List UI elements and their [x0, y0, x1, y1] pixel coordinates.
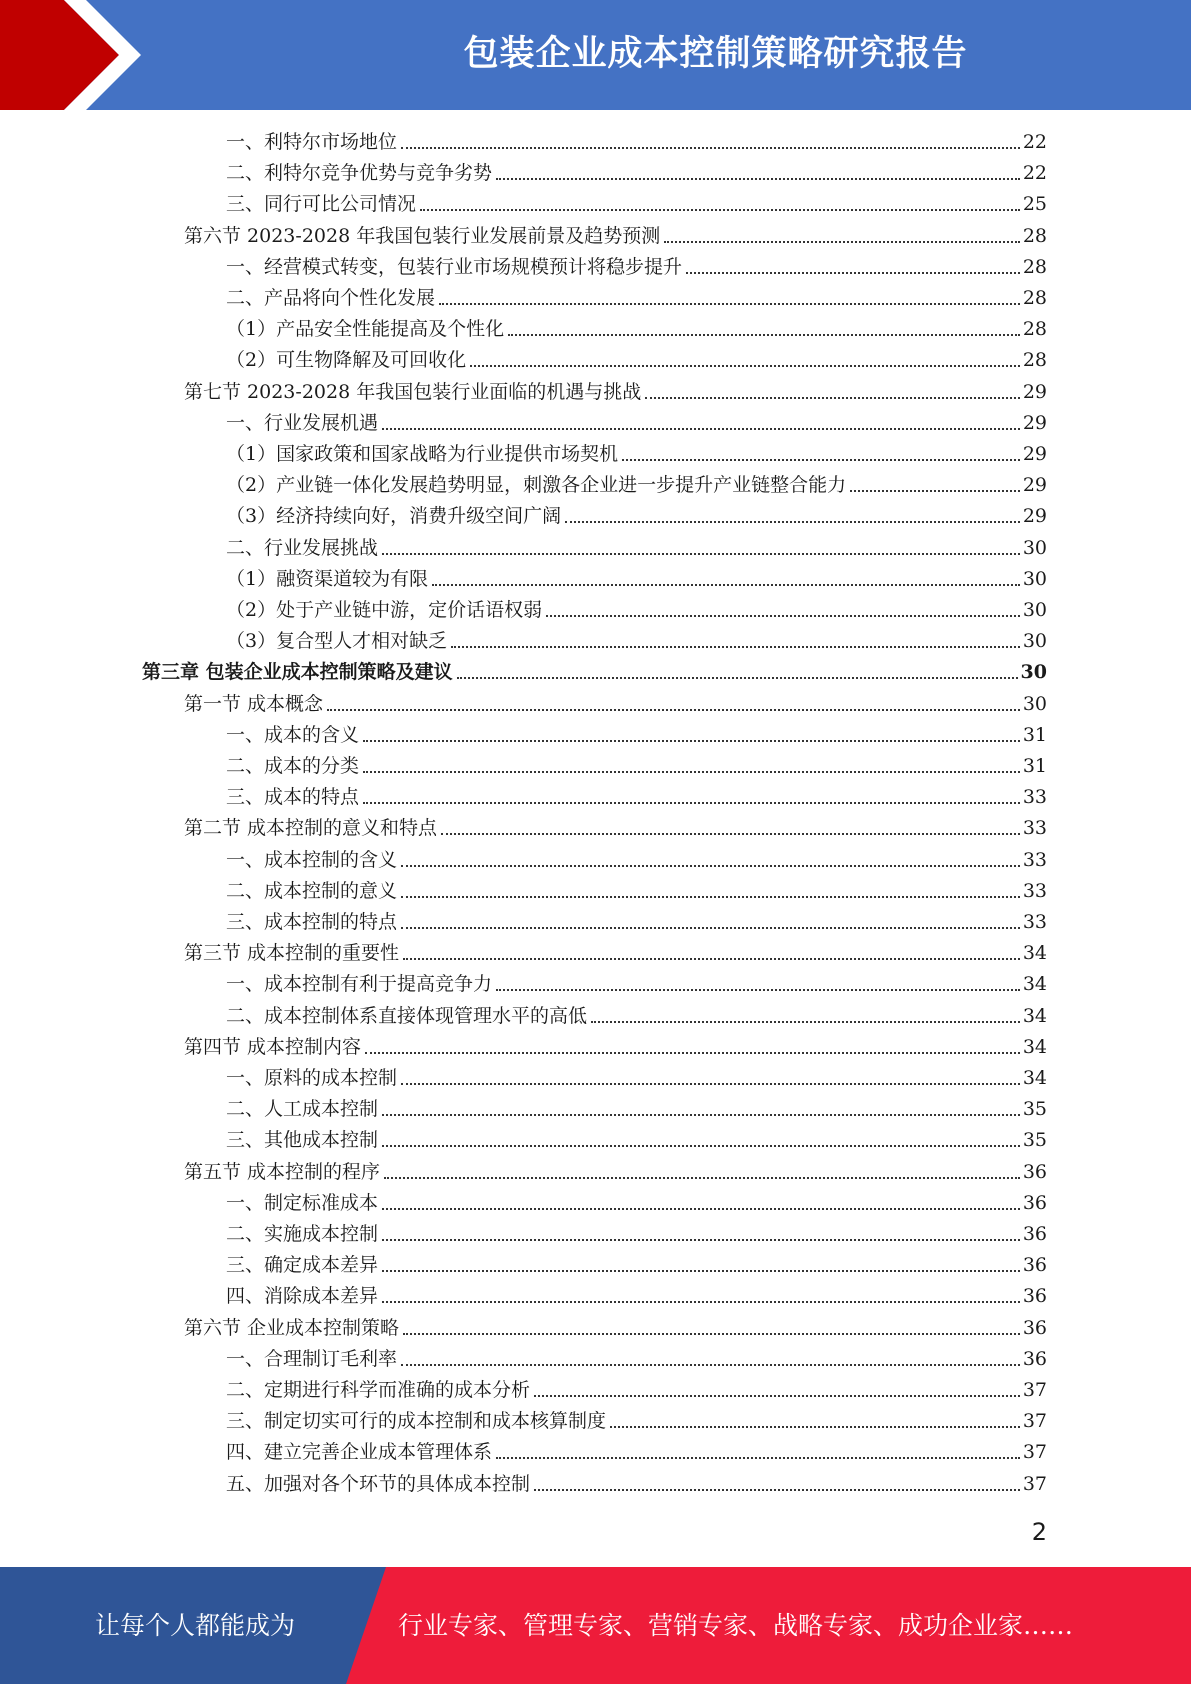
- toc-entry-page: 31: [1022, 755, 1047, 777]
- toc-entry-title: 三、同行可比公司情况: [226, 193, 417, 216]
- toc-entry-title: 第七节 2023-2028 年我国包装行业面临的机遇与挑战: [184, 380, 642, 403]
- toc-entry-page: 28: [1022, 224, 1047, 247]
- toc-entry[interactable]: [226, 1001, 1047, 1031]
- toc-dot-leader: [382, 428, 1020, 430]
- toc-entry-page: 30: [1022, 536, 1047, 559]
- toc-entry[interactable]: [184, 938, 1047, 968]
- toc-entry-title: 三、成本的特点: [226, 786, 360, 809]
- toc-entry-title: 一、成本控制有利于提高竞争力: [226, 973, 493, 996]
- toc-entry-page: 33: [1022, 817, 1047, 840]
- toc-dot-leader: [382, 1114, 1020, 1116]
- report-header: [0, 0, 1191, 110]
- toc-entry-title: 一、经营模式转变，包装行业市场规模预计将稳步提升: [226, 255, 683, 278]
- toc-dot-leader: [534, 1395, 1020, 1397]
- toc-entry-page: 28: [1022, 255, 1047, 278]
- toc-entry-title: （1）国家政策和国家战略为行业提供市场契机: [226, 443, 619, 465]
- toc-entry-title: 第三节 成本控制的重要性: [184, 942, 400, 965]
- toc-dot-leader: [664, 241, 1020, 243]
- toc-entry[interactable]: [184, 221, 1047, 251]
- toc-dot-leader: [403, 1333, 1020, 1335]
- toc-entry[interactable]: [184, 1313, 1047, 1343]
- toc-entry-title: （1）产品安全性能提高及个性化: [226, 318, 505, 341]
- toc-entry-title: （1）融资渠道较为有限: [226, 567, 429, 590]
- toc-entry[interactable]: [226, 408, 1047, 438]
- toc-entry[interactable]: [226, 782, 1047, 812]
- toc-entry[interactable]: [226, 907, 1047, 937]
- toc-entry[interactable]: [226, 1063, 1047, 1093]
- toc-entry-page: 31: [1022, 723, 1047, 746]
- toc-entry-page: 33: [1022, 879, 1047, 902]
- toc-dot-leader: [457, 677, 1018, 679]
- toc-entry-page: 36: [1022, 1254, 1047, 1277]
- toc-entry-title: 第二节 成本控制的意义和特点: [184, 817, 438, 840]
- toc-dot-leader: [382, 1208, 1020, 1210]
- toc-entry-page: 34: [1022, 973, 1047, 996]
- toc-entry-title: 第六节 2023-2028 年我国包装行业发展前景及趋势预测: [184, 224, 661, 247]
- toc-entry-title: 一、行业发展机遇: [226, 411, 379, 434]
- toc-entry-page: 33: [1022, 786, 1047, 809]
- toc-dot-leader: [439, 303, 1020, 305]
- toc-entry-title: 二、成本的分类: [226, 755, 360, 777]
- toc-dot-leader: [401, 1083, 1020, 1085]
- toc-dot-leader: [382, 1145, 1020, 1147]
- toc-dot-leader: [565, 521, 1020, 523]
- toc-entry-page: 34: [1022, 1035, 1047, 1058]
- toc-entry-page: 33: [1022, 848, 1047, 871]
- toc-entry-page: 30: [1022, 630, 1047, 653]
- toc-entry[interactable]: [184, 813, 1047, 843]
- toc-dot-leader: [327, 709, 1020, 711]
- toc-entry-page: 22: [1022, 131, 1047, 153]
- toc-dot-leader: [401, 896, 1020, 898]
- toc-entry-page: 29: [1022, 411, 1047, 434]
- toc-entry-page: 36: [1022, 1191, 1047, 1214]
- toc-dot-leader: [850, 490, 1020, 492]
- toc-dot-leader: [363, 740, 1020, 742]
- toc-entry[interactable]: [226, 439, 1047, 469]
- toc-entry-title: 一、利特尔市场地位: [226, 131, 398, 153]
- toc-entry[interactable]: [226, 1375, 1047, 1405]
- toc-entry-title: 三、确定成本差异: [226, 1254, 379, 1277]
- toc-dot-leader: [382, 1239, 1020, 1241]
- toc-dot-leader: [401, 1364, 1020, 1366]
- toc-entry[interactable]: [226, 314, 1047, 344]
- toc-dot-leader: [496, 989, 1020, 991]
- toc-dot-leader: [363, 771, 1020, 773]
- toc-dot-leader: [441, 833, 1020, 835]
- toc-entry[interactable]: [226, 533, 1047, 563]
- toc-entry[interactable]: [184, 1032, 1047, 1062]
- toc-entry[interactable]: [226, 751, 1047, 781]
- toc-dot-leader: [401, 147, 1020, 149]
- toc-entry-page: 30: [1022, 599, 1047, 621]
- toc-entry-title: （2）可生物降解及可回收化: [226, 349, 467, 372]
- toc-dot-leader: [432, 584, 1020, 586]
- toc-entry[interactable]: [226, 158, 1047, 188]
- toc-entry-title: 第三章 包装企业成本控制策略及建议: [142, 661, 453, 684]
- toc-entry-title: 二、成本控制体系直接体现管理水平的高低: [226, 1004, 588, 1027]
- toc-entry-page: 30: [1020, 661, 1047, 684]
- toc-entry-page: 25: [1022, 193, 1047, 216]
- report-title: 包装企业成本控制策略研究报告: [463, 34, 968, 74]
- toc-entry-title: 二、定期进行科学而准确的成本分析: [226, 1379, 531, 1401]
- toc-entry-title: 三、其他成本控制: [226, 1129, 379, 1152]
- toc-entry[interactable]: [184, 1157, 1047, 1187]
- toc-entry[interactable]: [226, 470, 1047, 500]
- toc-entry-title: 二、实施成本控制: [226, 1223, 379, 1245]
- toc-entry[interactable]: [226, 1250, 1047, 1280]
- toc-entry-page: 30: [1022, 567, 1047, 590]
- toc-entry-page: 36: [1022, 1347, 1047, 1370]
- toc-entry-page: 36: [1022, 1223, 1047, 1245]
- toc-entry-page: 35: [1022, 1129, 1047, 1152]
- toc-entry-page: 36: [1022, 1160, 1047, 1183]
- toc-entry-page: 29: [1022, 474, 1047, 497]
- toc-entry-page: 29: [1022, 380, 1047, 403]
- toc-entry-title: 一、成本控制的含义: [226, 848, 398, 871]
- toc-entry[interactable]: [184, 377, 1047, 407]
- toc-entry-page: 34: [1022, 1004, 1047, 1027]
- toc-entry-page: 29: [1022, 505, 1047, 528]
- toc-entry-title: 五、加强对各个环节的具体成本控制: [226, 1472, 531, 1495]
- toc-entry-page: 28: [1022, 287, 1047, 309]
- toc-entry-title: 二、人工成本控制: [226, 1098, 379, 1121]
- toc-entry[interactable]: [226, 564, 1047, 594]
- toc-entry[interactable]: [226, 720, 1047, 750]
- toc-entry-title: 三、成本控制的特点: [226, 911, 398, 933]
- toc-dot-leader: [420, 209, 1020, 211]
- toc-entry-page: 36: [1022, 1285, 1047, 1308]
- toc-entry-title: 二、利特尔竞争优势与竞争劣势: [226, 162, 493, 185]
- toc-dot-leader: [622, 459, 1020, 461]
- toc-entry[interactable]: [226, 283, 1047, 313]
- toc-entry[interactable]: [226, 1406, 1047, 1436]
- toc-dot-leader: [382, 553, 1020, 555]
- toc-entry-title: 四、消除成本差异: [226, 1285, 379, 1308]
- toc-entry-page: 33: [1022, 911, 1047, 933]
- toc-dot-leader: [591, 1021, 1020, 1023]
- toc-entry[interactable]: [226, 969, 1047, 999]
- toc-dot-leader: [384, 1177, 1020, 1179]
- toc-entry-title: 一、制定标准成本: [226, 1191, 379, 1214]
- toc-entry-title: 一、合理制订毛利率: [226, 1347, 398, 1370]
- toc-entry-page: 35: [1022, 1098, 1047, 1121]
- toc-entry-page: 28: [1022, 318, 1047, 341]
- toc-entry[interactable]: [226, 626, 1047, 656]
- toc-entry-title: 二、产品将向个性化发展: [226, 287, 436, 309]
- toc-entry-title: 二、行业发展挑战: [226, 536, 379, 559]
- toc-entry[interactable]: [226, 1469, 1047, 1499]
- toc-entry-title: 第五节 成本控制的程序: [184, 1160, 381, 1183]
- toc-entry-page: 34: [1022, 942, 1047, 965]
- toc-dot-leader: [365, 1052, 1020, 1054]
- toc-entry[interactable]: [226, 845, 1047, 875]
- toc-dot-leader: [363, 802, 1020, 804]
- toc-entry-title: 第六节 企业成本控制策略: [184, 1316, 400, 1339]
- toc-entry[interactable]: [226, 1344, 1047, 1374]
- toc-entry-title: 二、成本控制的意义: [226, 879, 398, 902]
- toc-entry-page: 37: [1022, 1410, 1047, 1433]
- toc-entry[interactable]: [226, 1219, 1047, 1249]
- toc-entry-page: 30: [1022, 692, 1047, 715]
- toc-entry[interactable]: [226, 252, 1047, 282]
- toc-dot-leader: [451, 646, 1020, 648]
- toc-entry-title: 第一节 成本概念: [184, 692, 324, 715]
- toc-entry[interactable]: [226, 189, 1047, 219]
- footer-slogan-left: 让每个人都能成为: [94, 1611, 295, 1640]
- toc-entry[interactable]: [184, 689, 1047, 719]
- toc-entry-title: 三、制定切实可行的成本控制和成本核算制度: [226, 1410, 607, 1433]
- toc-entry[interactable]: [226, 1094, 1047, 1124]
- toc-entry-page: 37: [1022, 1472, 1047, 1495]
- toc-entry[interactable]: [226, 1437, 1047, 1467]
- toc-entry-page: 28: [1022, 349, 1047, 372]
- page-number: 2: [1031, 1518, 1047, 1546]
- chevron-arrow-icon: [0, 0, 160, 110]
- toc-entry[interactable]: [226, 1188, 1047, 1218]
- toc-entry[interactable]: [226, 595, 1047, 625]
- toc-dot-leader: [470, 365, 1020, 367]
- toc-dot-leader: [401, 927, 1020, 929]
- toc-entry-page: 37: [1022, 1441, 1047, 1464]
- toc-entry-title: 一、成本的含义: [226, 723, 360, 746]
- toc-entry-title: 一、原料的成本控制: [226, 1067, 398, 1089]
- toc-dot-leader: [382, 1301, 1020, 1303]
- toc-dot-leader: [508, 334, 1020, 336]
- toc-entry[interactable]: [142, 657, 1047, 687]
- toc-dot-leader: [610, 1426, 1020, 1428]
- toc-entry-title: 第四节 成本控制内容: [184, 1035, 362, 1058]
- toc-entry[interactable]: [226, 501, 1047, 531]
- toc-entry[interactable]: [226, 1125, 1047, 1155]
- toc-dot-leader: [534, 1489, 1020, 1491]
- toc-dot-leader: [382, 1270, 1020, 1272]
- toc-dot-leader: [401, 865, 1020, 867]
- toc-dot-leader: [403, 958, 1020, 960]
- toc-dot-leader: [686, 272, 1020, 274]
- toc-entry-page: 37: [1022, 1379, 1047, 1401]
- toc-entry-title: 四、建立完善企业成本管理体系: [226, 1441, 493, 1464]
- toc-entry-title: （2）产业链一体化发展趋势明显，刺激各企业进一步提升产业链整合能力: [226, 474, 847, 497]
- toc-entry-page: 36: [1022, 1316, 1047, 1339]
- toc-entry-title: （2）处于产业链中游，定价话语权弱: [226, 599, 543, 621]
- toc-entry-title: （3）经济持续向好，消费升级空间广阔: [226, 505, 562, 528]
- toc-entry[interactable]: [226, 1281, 1047, 1311]
- footer-slogan-right: 行业专家、管理专家、营销专家、战略专家、成功企业家……: [398, 1611, 1074, 1640]
- toc-entry-page: 22: [1022, 162, 1047, 185]
- toc-entry-title: （3）复合型人才相对缺乏: [226, 630, 448, 653]
- toc-entry[interactable]: [226, 345, 1047, 375]
- toc-dot-leader: [546, 615, 1020, 617]
- toc-entry-page: 34: [1022, 1067, 1047, 1089]
- toc-dot-leader: [645, 397, 1020, 399]
- footer-banner: [0, 1567, 1191, 1684]
- toc-entry[interactable]: [226, 127, 1047, 157]
- toc-dot-leader: [496, 178, 1020, 180]
- toc-dot-leader: [496, 1457, 1020, 1459]
- toc-entry-page: 29: [1022, 443, 1047, 465]
- toc-entry[interactable]: [226, 876, 1047, 906]
